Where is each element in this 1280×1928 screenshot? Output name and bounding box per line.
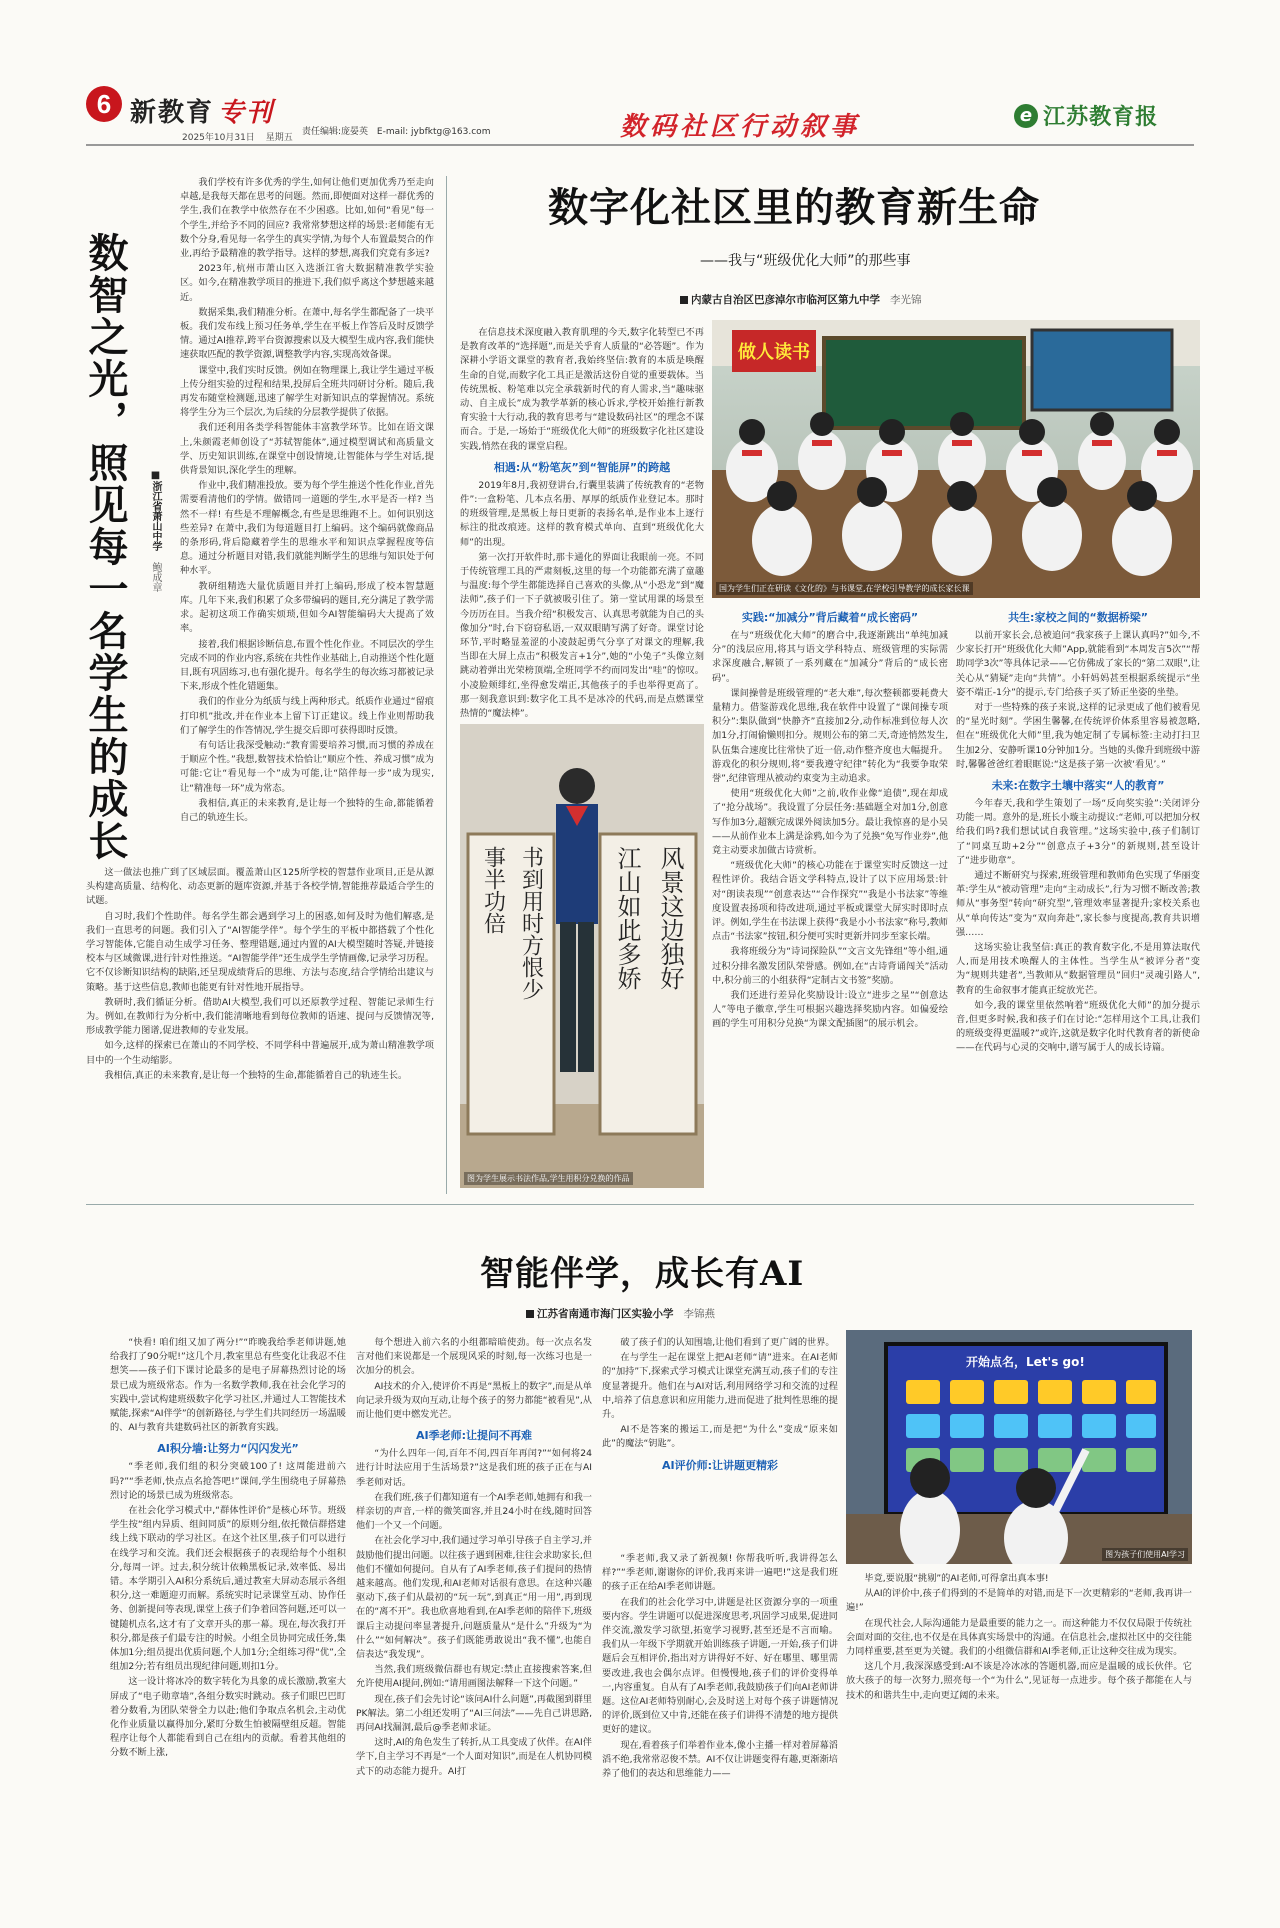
paragraph: AI不是答案的搬运工,而是把“为什么”变成“原来如此”的魔法“钥匙”。 <box>602 1424 838 1450</box>
paragraph: 我相信,真正的未来教育,是让每一个独特的生命,都能循着自己的轨迹生长。 <box>104 1069 408 1081</box>
article2-byline-text: 内蒙古自治区巴彦淖尔市临河区第九中学 <box>691 294 880 306</box>
divider-left <box>446 176 447 1194</box>
calligraphy-photo <box>460 724 704 1188</box>
article1-column-bottom <box>86 866 434 1188</box>
article1-byline <box>148 470 163 592</box>
paragraph: 在现代社会,人际沟通能力是最重要的能力之一。而这种能力不仅仅局限于传统社会面对面的交往,也不仅是在具体真实场景中的沟通。在信息社会,虚拟社区中的交往能力同样重要,甚至更为关键。我们的小组微信群和AI季老师,正让这种交往成为现实。 <box>846 1617 1192 1658</box>
paragraph: 在社会化学习中,我们通过学习单引导孩子自主学习,并鼓励他们提出问题。以往孩子遇到困难,往往会求助家长,但他们不懂如何提问。自从有了AI季老师,孩子们提问的热情越来越高。他们发现,和AI老师对话很有意思。在这种兴趣驱动下,孩子们从最初的“玩一玩”,到真正“用一用”,再到现在的“离不开”。我也欣喜地看到,在AI季老师的陪伴下,班级课后主动提问率显著提升,问题质量从“是什么”升级为“为什么”“如何解决”。孩子们既能勇敢说出“我不懂”,也能自信表达“我发现”。 <box>356 1535 592 1661</box>
paragraph: 2023年,杭州市萧山区入选浙江省大数据精准教学实验区。如今,在精准教学项目的推进下,我们似乎离这个梦想越来越近。 <box>180 263 434 303</box>
article3-column-3a <box>602 1336 838 1546</box>
calligraphy-right-line-1: 风景这边独好 <box>656 846 684 990</box>
paragraph: 当然,我们班级微信群也有规定:禁止直接搜索答案,但允许使用AI提问,例如:“请用画图法解释一下这个问题。” <box>356 1664 592 1690</box>
section-heading: AI积分墙:让努力“闪闪发光” <box>157 1442 299 1456</box>
article3-author: 李锦燕 <box>683 1308 715 1320</box>
paragraph: 这几个月,我深深感受到:AI不该是冷冰冰的答题机器,而应是温暖的成长伙伴。它放大孩子的每一次努力,照亮每一个“为什么”,见证每一点进步。每个孩子都能在人与技术的和谐共生中,走向更辽阔的未来。 <box>846 1661 1192 1701</box>
calligraphy-right-line-2: 江山如此多娇 <box>613 846 641 990</box>
calligraphy-left-text <box>474 846 550 1126</box>
section-name-suffix: 专刊 <box>218 98 275 128</box>
calligraphy-left-line-2: 事半功倍 <box>480 846 506 934</box>
weekday: 星期五 <box>265 133 293 143</box>
paragraph: 以前开家长会,总被追问“我家孩子上课认真吗?”如今,不少家长打开“班级优化大师”App,就能看到“本周发言5次”“帮助同学3次”等具体记录——它仿佛成了家长的“第二双眼”,让关心从“猜疑”走向“共情”。小轩妈妈甚至根据系统提示“坐姿不端正-1分”的提示,专门给孩子买了矫正坐姿的坐垫。 <box>956 630 1200 698</box>
editor: 责任编辑:庞晏英 <box>302 127 369 137</box>
calligraphy-right-text <box>606 846 692 1126</box>
paragraph: 这场实验让我坚信:真正的教育数字化,不是用算法取代人,而是用技术唤醒人的主体性。当学生从“被评分者”变为“规则共建者”,当教师从“数据管理员”回归“灵魂引路人”,教育的生命叙事才能真正绽放光芒。 <box>956 942 1200 996</box>
paragraph: 这一做法也推广到了区域层面。覆盖萧山区125所学校的智慧作业项目,正是从源头构建高质量、结构化、动态更新的题库资源,并基于各校学情,智能推荐最适合学生的试题。 <box>86 867 434 907</box>
masthead <box>1014 100 1158 131</box>
paragraph: 在我们的社会化学习中,讲题是社区资源分享的一项重要内容。学生讲题可以促进深度思考,巩固学习成果,促进同伴交流,激发学习欲望,拓宽学习视野,甚至还是不言而喻。我们从一年级下学期就开始训练孩子讲题,一开始,孩子们讲题后会互相评价,指出对方讲得好不好、好在哪里、哪里需要改进,我也会偶尔点评。但慢慢地,孩子们的评价变得单一,内容重复。自从有了AI季老师,我鼓励孩子们向AI老师讲题。这位AI老师特别耐心,会及时送上对每个孩子讲题情况的评价,既到位又中肯,还能在孩子们讲得不清楚的地方提供更好的建议。 <box>602 1596 838 1736</box>
paragraph: 课堂中,我们实时反馈。例如在物理课上,我让学生通过平板上传分组实验的过程和结果,投屏后全班共同研讨分析。随后,我再发布随堂检测题,迅速了解学生对新知识点的掌握情况。系统将学生分为三个层次,为后续的分层教学提供了依据。 <box>180 364 434 419</box>
paragraph: 数据采集,我们精准分析。在萧中,每名学生都配备了一块平板。我们发布线上预习任务单,学生在平板上作答后及时反馈学情。通过AI推荐,跨平台资源搜索以及大模型生成内容,我们能快速获取匹配的教学资源,调整教学内容,实现高效备课。 <box>180 306 434 361</box>
header-rule <box>86 144 1194 146</box>
paragraph: 现在,看着孩子们举着作业本,像小主播一样对着屏幕滔滔不绝,我常常忍俊不禁。AI不仅让讲题变得有趣,更渐渐培养了他们的表达和思维能力—— <box>602 1739 838 1780</box>
article3-title: 智能伴学，成长有AI <box>480 1254 805 1294</box>
article2-title: 数字化社区里的教育新生命 <box>548 184 1040 231</box>
paragraph: 有句话让我深受触动:“教育需要培养习惯,而习惯的养成在于顺应个性。”我想,数智技术恰恰让“顺应个性、养成习惯”成为可能:它让“看见每一个”成为可能,让“陪伴每一步”成为现实,让“精准每一环”成为常态。 <box>180 739 434 794</box>
section-heading: 共生:家校之间的“数据桥梁” <box>1008 611 1148 624</box>
paragraph: “快看! 咱们组又加了两分!”“昨晚我给季老师讲题,她给我打了90分呢!”这几个月,教室里总有些变化让我忍不住想笑——孩子们下课讨论最多的是电子屏幕热烈讨论的场景已成为班级常态。作为一名数学教师,我在社会化学习的实践中,尝试构建班级数字化学习社区,并通过人工智能技术赋能,探索“AI伴学”的创新路径,与学生们共同经历一场温暖的、AI与教育共建数码社区的新教育实践。 <box>110 1337 346 1434</box>
section-heading: AI季老师:让提问不再难 <box>415 1429 532 1443</box>
paragraph: 我相信,真正的未来教育,是让每一个独特的生命,都能循着自己的轨迹生长。 <box>180 797 434 823</box>
paragraph: 这一设计将冰冷的数字转化为具象的成长激励,教室大屏成了“电子勋章墙”,各组分数实时跳动。孩子们眼巴巴盯着分数看,为团队荣誉全力以赴;他们争取点名机会,主动优化作业质量以赢得加分,紧盯分数生怕被隔壁组反超。智能程序让每个人都能看到自己在组内的贡献。看着其他组的分数不断上涨, <box>110 1676 346 1759</box>
paragraph: 在我们班,孩子们都知道有一个AI季老师,她拥有和我一样亲切的声音,一样的微笑面容,并且24小时在线,随时回答他们一个又一个问题。 <box>356 1491 592 1532</box>
paragraph: 教研组精选大量优质题目并打上编码,形成了校本智慧题库。几年下来,我们积累了众多带编码的题目,充分满足了教学需求。起初这项工作确实烦琐,但如今AI智能编码大大提高了效率。 <box>180 580 434 635</box>
calligraphy-photo-caption: 图为学生展示书法作品,学生用积分兑换的作品 <box>464 1172 633 1185</box>
byline-square-icon <box>680 296 688 304</box>
section-heading: 实践:“加减分”背后藏着“成长密码” <box>741 611 919 624</box>
paragraph: 我将班级分为“诗词探险队”“文言文先锋组”等小组,通过积分排名激发团队荣誉感。例如,在“古诗背诵闯关”活动中,积分前三的小组获得“定制古文书签”奖励。 <box>712 946 948 986</box>
date: 2025年10月31日 <box>182 133 255 143</box>
paragraph: “为什么四年一闰,百年不闰,四百年再闰?”“如何将24进行计时法应用于生活场景?”这是我们班的孩子正在与AI季老师对话。 <box>356 1448 592 1488</box>
article3-column-3b <box>602 1552 838 1884</box>
paragraph: 2019年8月,我初登讲台,行囊里装满了传统教育的“老物件”:一盒粉笔、几本点名册、厚厚的纸质作业登记本。那时的班级管理,是黑板上每日更新的表扬名单,是作业本上逐行标注的批改痕迹。这样的教育模式单向、直到“班级优化大师”的出现。 <box>460 479 704 548</box>
editor-info <box>302 124 490 137</box>
paragraph: 从AI的评价中,孩子们得到的不是简单的对错,而是下一次更精彩的“老师,我再讲一遍!” <box>846 1588 1192 1614</box>
paragraph: AI技术的介入,使评价不再是“黑板上的数字”,而是从单向记录升级为双向互动,让每个孩子的努力都能“被看见”,从而让他们更中燃发光芒。 <box>356 1380 592 1421</box>
ai-screen-photo <box>846 1330 1192 1564</box>
paragraph: 我们的作业分为纸质与线上两种形式。纸质作业通过“留痕打印机”批改,并在作业本上留下订正建议。线上作业则帮助我们了解学生的作答情况,学生提交后即可获得即时反馈。 <box>180 696 434 736</box>
article3-column-2 <box>356 1336 592 1884</box>
paragraph: “季老师,我又录了新视频! 你帮我听听,我讲得怎么样?”“季老师,谢谢你的评价,我再来讲一遍吧!”这是我们班的孩子正在给AI季老师讲题。 <box>602 1553 838 1593</box>
article3-column-1 <box>110 1336 346 1884</box>
masthead-logo-icon: e <box>1014 104 1038 128</box>
classroom-photo-caption: 国为学生们正在研读《文化的》与书课堂,在学校引导教学的成长家长课 <box>716 582 973 595</box>
paragraph: 在与学生一起在课堂上把AI老师“请”进来。在AI老师的“加持”下,探索式学习模式让课堂充满互动,孩子们的专注度显著提升。他们在与AI对话,利用网络学习和交流的过程中,培养了信息意识和应用能力,进而促进了批判性思维的提升。 <box>602 1352 838 1421</box>
paragraph: 教研时,我们循证分析。借助AI大模型,我们可以还原教学过程、智能记录师生行为。例如,在教师行为分析中,我们能清晰地看到每位教师的语速、提问与反馈情况等,形成教学能力图谱,促进教师的专业发展。 <box>86 996 434 1037</box>
article3-column-4 <box>846 1572 1192 1884</box>
article1-title: 数智之光，照见每一名学生的成长 <box>82 232 129 862</box>
divider-middle <box>86 1204 1194 1205</box>
paragraph: 今年春天,我和学生策划了一场“反向奖实验”:关闭评分功能一周。意外的是,班长小璇主动提议:“老师,可以把加分权给我们吗?我们想试试自我管理。”这场实验中,孩子们制订了“同桌互助+2分”“创意点子+3分”的新规则,甚至设计了“进步勋章”。 <box>956 798 1200 866</box>
paragraph: 使用“班级优化大师”之前,收作业像“追债”,现在却成了“抢分战场”。我设置了分层任务:基础题全对加1分,创意写作加3分,超额完成课外阅读加5分。最让我惊喜的是小吴——从前作业本上满是涂鸦,如今为了兑换“免写作业券”,他竟主动要求加做古诗赏析。 <box>712 788 948 857</box>
section-heading: 相遇:从“粉笔灰”到“智能屏”的跨越 <box>493 460 671 474</box>
byline-square-icon <box>526 1310 534 1318</box>
calligraphy-left-line-1: 书到用时方恨少 <box>518 846 544 1000</box>
paragraph: 现在,孩子们会先讨论“该问AI什么问题”,再截图到群里PK解法。第二小组还发明了“AI三问法”——先自己讲思路,再问AI找漏洞,最后@季老师求证。 <box>356 1693 592 1734</box>
paragraph: 作业中,我们精准投放。要为每个学生推送个性化作业,首先需要看清他们的学情。做错同一道题的学生,水平是否一样? 当然不一样! 有些是不理解概念,有些是思维跑不上。如何识别这些差异? 在萧中,我们为每道题目打上编码。这个编码就像商品的条形码,背后隐藏着学生的思维水平和知识点掌握程度等信息。通过分析题目对错,我们就能判断学生的思维与知识处于何种水平。 <box>180 480 434 577</box>
paragraph: “季老师,我们组的积分突破100了! 这周能进前六吗?”“季老师,快点点名抢答吧!”课间,学生围绕电子屏幕热烈讨论的场景已成为班级常态。 <box>110 1461 346 1501</box>
email: E-mail: jybfktg@163.com <box>376 127 491 137</box>
article1-column-top <box>180 176 434 860</box>
paragraph: 毕竟,要说服“挑剔”的AI老师,可得拿出真本事! <box>864 1573 1049 1584</box>
article3-byline-text: 江苏省南通市海门区实验小学 <box>537 1308 674 1320</box>
article2-column-3 <box>956 604 1200 1190</box>
classroom-photo-image <box>712 320 1200 598</box>
article2-subtitle: ——我与“班级优化大师”的那些事 <box>700 253 911 269</box>
ai-screen-text: 开始点名，Let's go! <box>966 1355 1085 1369</box>
paragraph: 我们还进行差异化奖励设计:设立“进步之星”“创意达人”等电子徽章,学生可根据兴趣选择奖励内容。如偏爱绘画的学生可用积分兑换“为课文配插图”的展示机会。 <box>712 990 948 1030</box>
paragraph: 在与“班级优化大师”的磨合中,我逐渐跳出“单纯加减分”的浅层应用,将其与语文学科特点、班级管理的实际需求深度融合,解锁了一系列藏在“加减分”背后的“成长密码”。 <box>712 630 948 684</box>
paragraph: “班级优化大师”的核心功能在于课堂实时反馈这一过程性评价。我结合语文学科特点,设计了以下应用场景:针对“朗读表现”“创意表达”“合作探究”“我是小书法家”等维度设置表扬项和待改进项,通过平板或课堂大屏实时即时点评。例如,学生在书法课上获得“我是小小书法家”称号,教师点击“书法家”按钮,积分便可实时更新并同步至家长端。 <box>712 860 948 943</box>
masthead-title: 江苏教育报 <box>1043 104 1159 130</box>
paragraph: 我们学校有许多优秀的学生,如何让他们更加优秀乃至走向卓越,是我每天都在思考的问题。然而,即便面对这样一群优秀的学生,我们在教学中依然存在不少困惑。比如,如何“看见”每一个学生,并给予不同的回应? 我常常梦想这样的场景:老师能有无数个分身,看见每一名学生的真实学情,为每个人布置最契合的作业,再给予最精准的教学指导。这样的梦想,离我们究竟有多远? <box>180 177 434 260</box>
page-number-badge <box>86 86 122 122</box>
paragraph: 通过不断研究与探索,班级管理和教师角色实现了华丽变革:学生从“被动管理”走向“主动成长”,行为习惯不断改善;教师从“事务型”转向“研究型”,管理效率显著提升;家校关系也从“单向传达”变为“双向奔赴”,家长参与度提高,教育共识增强…… <box>956 870 1200 938</box>
paragraph: 在社会化学习模式中,“群体性评价”是核心环节。班级学生按“组内异质、组间同质”的原则分组,依托微信群搭建线上线下联动的学习社区。在这个社区里,孩子们可以进行在线学习和交流。我们还会根据孩子的表现给每个小组积分,每周一评。过去,积分统计依赖黑板记录,效率低、易出错。本学期引入AI积分系统后,通过教室大屏动态展示各组积分,这一难题迎刃而解。系统实时记录课堂互动、协作任务、创新提问等表现,课堂上孩子们争着回答问题,还可以一键随机点名,这才有了文章开头的那一幕。现在,每次我打开积分,都是孩子们最专注的时候。小组全员协同完成任务,集体加1分;组员提出优质问题,个人加1分;全组练习得“优”,全组加2分;若有组员出现纪律问题,则扣1分。 <box>110 1505 346 1673</box>
section-heading: AI评价师:让讲题更精彩 <box>661 1458 778 1472</box>
section-name <box>130 92 274 129</box>
paragraph: 我们还利用各类学科智能体丰富教学环节。比如在语文课上,朱颜霞老师创设了“苏轼智能体”,通过模型调试和高质量文学、历史知识训练,在课堂中创设情境,让智能体与学生对话,提供背景知识,深化学生的理解。 <box>180 422 434 477</box>
paragraph: 自习时,我们个性助伴。每名学生都会遇到学习上的困惑,如何及时为他们解惑,是我们一直思考的问题。我们引入了“AI智能学伴”。每个学生的平板中都搭载了个性化学习智能体,它能自动生成学习任务、整理错题,通过内置的AI大模型随时答疑,并链接校本与区域微课,进行针对性推送。“AI智能学伴”还生成学生学情画像,记录学习历程。它不仅诊断知识结构的缺陷,还呈现成绩背后的思维、方法与态度,结合学情给出建议与策略。基于这些信息,教师也能更有针对性地开展指导。 <box>86 910 434 993</box>
paragraph: 第一次打开软件时,那卡通化的界面让我眼前一亮。不同于传统管理工具的严肃刻板,这里的每一个功能都充满了童趣与温度:每个学生都能选择自己喜欢的头像,从“小恐龙”到“魔法师”,孩子们一下子就被吸引住了。第一堂试用课的场景至今历历在目。当我介绍“积极发言、认真思考就能为自己的头像加分”时,台下窃窃私语,一双双眼睛写满了好奇。课堂讨论环节,平时略显羞涩的小凌鼓起勇气分享了对课文的理解,我当即在大屏上点击“积极发言+1分”,她的“小兔子”头像立刻跳动着弹出光荣榜顶端,全班同学不约而同发出“哇”的惊叹。小凌脸颊绯红,坐得愈发端正,其他孩子的手也举得更高了。那一刻我意识到:数字化工具不是冰冷的代码,而是点燃课堂热情的“魔法棒”。 <box>460 551 704 720</box>
ai-screen-photo-caption: 图为孩子们使用AI学习 <box>1102 1548 1188 1561</box>
article1-affiliation: ■浙江省萧山中学 <box>150 470 161 551</box>
article2-byline <box>680 288 922 307</box>
paragraph: 每个想进入前六名的小组都暗暗使劲。每一次点名发言对他们来说都是一个展现风采的时刻,每一次练习也是一次加分的机会。 <box>356 1337 592 1377</box>
column-banner: 数码社区行动叙事 <box>620 112 861 142</box>
page-number: 6 <box>96 89 112 119</box>
section-heading: 未来:在数字土壤中落实“人的教育” <box>991 779 1165 793</box>
paragraph: 破了孩子们的认知围墙,让他们看到了更广阔的世界。 <box>620 1337 835 1348</box>
classroom-banner-text: 做人读书 <box>738 342 810 363</box>
article2-column-2 <box>712 604 948 1190</box>
paragraph: 如今,我的课堂里依然响着“班级优化大师”的加分提示音,但更多时候,我和孩子们在讨论:“怎样用这个工具,让我们的班级变得更温暖?”或许,这就是数字化时代教育者的新使命——在代码与心灵的交响中,谱写属于人的成长诗篇。 <box>956 999 1200 1054</box>
article1-author: 鲍成章 <box>150 562 161 593</box>
article2-column-1 <box>460 326 704 720</box>
article3-byline <box>526 1302 715 1321</box>
ai-screen-photo-image <box>846 1330 1192 1564</box>
paragraph: 在信息技术深度融入教育肌理的今天,数字化转型已不再是教育改革的“选择题”,而是关乎育人质量的“必答题”。作为深耕小学语文课堂的教育者,我始终坚信:教育的本质是唤醒生命的自觉,而数字化工具正是激活这份自觉的重要载体。当传统黑板、粉笔难以完全承载新时代的育人需求,当“趣味驱动、自主成长”成为教学革新的核心诉求,学校开始推行新教育实验十大行动,我的教育思考与“建设数码社区”的理念不谋而合。于是,一场始于“班级优化大师”的班级数字化社区建设实践,悄然在我的课堂启程。 <box>460 327 704 452</box>
paragraph: 对于一些特殊的孩子来说,这样的记录更成了他们被看见的“星光时刻”。学困生馨馨,在传统评价体系里容易被忽略,但在“班级优化大师”里,我为她定制了专属标签:主动打扫卫生加2分、安静听课10分钟加1分。当她的头像升到班级中游时,馨馨爸爸红着眼眶说:“这是孩子第一次被‘看见’。” <box>956 702 1200 770</box>
article2-author: 李光锦 <box>890 294 922 306</box>
header-date <box>182 130 293 143</box>
paragraph: 课间操曾是班级管理的“老大难”,每次整顿都要耗费大量精力。借鉴游戏化思维,我在软件中设置了“课间操专项积分”:集队做到“快静齐”直接加2分,动作标准到位每人次加1分,打闹偷懒则扣分。规则公布的第二天,奇迹悄然发生,队伍集合速度比往常快了近一倍,动作整齐度也大幅提升。游戏化的积分规则,将“要我遵守纪律”转化为“我要争取荣誉”,纪律管理从被动约束变为主动追求。 <box>712 687 948 785</box>
paragraph: 这时,AI的角色发生了转折,从工具变成了伙伴。在AI伴学下,自主学习不再是“一个人面对知识”,而是在人机协同模式下的动态能力提升。AI打 <box>356 1737 592 1777</box>
classroom-photo <box>712 320 1200 598</box>
paragraph: 如今,这样的探索已在萧山的不同学校、不同学科中普遍展开,成为萧山精准教学项目中的一个生动缩影。 <box>86 1040 434 1066</box>
section-name-main: 新教育 <box>130 98 215 128</box>
paragraph: 接着,我们根据诊断信息,布置个性化作业。不同层次的学生完成不同的作业内容,系统在共性作业基础上,自动推送个性化题目,既有巩固练习,也有强化提升。每名学生的每次练习都被记录下来,形成个性化错题集。 <box>180 638 434 693</box>
